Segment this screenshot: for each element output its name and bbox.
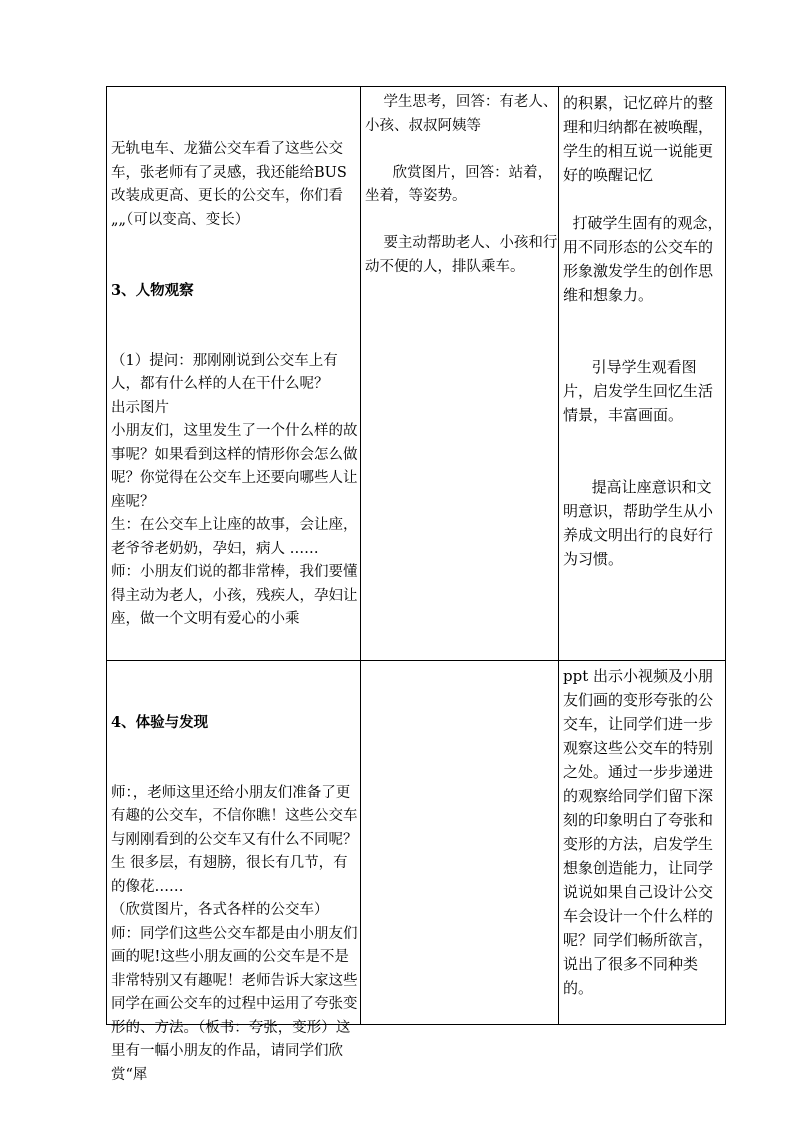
row2-body-text: 师：，老师这里还给小朋友们准备了更有趣的公交车，不信你瞧！这些公交车与刚刚看到的公交车又有什么不同呢？ 生 很多层，有翅膀，很长有几节，有的像花…… （欣赏图片，各式各样的公交车） 师：同学们这些公交车都是由小朋友们画的呢!这些小朋友画的公交车是不是非常特别又有趣呢！老师告诉大家这些同学在画公交车的过程中运用了夸张变形的、方法。（板书：夸张，变形）这里有一幅小朋友的作品，请同学们欣赏“犀 <box>111 784 358 1083</box>
row1-intent-cell: 的积累，记忆碎片的整理和归纳都在被唤醒，学生的相互说一说能更好的唤醒记忆 打破学生固有的观念，用不同形态的公交车的形象激发学生的创作思维和想象力。 引导学生观看图片，启发学生回忆生活情景，丰富画面。 提高让座意识和文明意识，帮助学生从小养成文明出行的良好行为习惯。 <box>563 94 723 568</box>
section-heading-experience: 4、体验与发现 <box>111 714 209 731</box>
column-divider <box>360 87 361 1024</box>
lesson-plan-table <box>106 86 726 1083</box>
section-heading-observation: 3、人物观察 <box>111 282 194 299</box>
row2-intent-cell: ppt 出示小视频及小朋友们画的变形夸张的公交车，让同学们进一步观察这些公交车的特别之处。通过一步步递进的观察给同学们留下深刻的印象明白了夸张和变形的方法，启发学生想象创造能力，让同学说说如果自己设计公交车会设计一个什么样的呢？同学们畅所欲言，说出了很多不同种类的。 <box>563 667 714 997</box>
row1-student-cell: 学生思考，回答：有老人、小孩、叔叔阿姨等 欣赏图片，回答：站着，坐着，等姿势。 要主动帮助老人、小孩和行动不便的人，排队乘车。 <box>365 94 558 275</box>
row1-body-text: （1）提问：那刚刚说到公交车上有人，都有什么样的人在干什么呢？ 出示图片 小朋友们，这里发生了一个什么样的故事呢？如果看到这样的情形你会怎么做呢？你觉得在公交车上还要向哪些人让座呢？ 生：在公交车上让座的故事，会让座，老爷爷老奶奶，孕妇，病人 …… 师：小朋友们说的都非常棒，我们要懂得主动为老人，小孩，残疾人，孕妇让座，做一个文明有爱心的小乘 <box>111 352 358 627</box>
row1-activity-cell <box>111 91 360 679</box>
row1-intro-text: 无轨电车、龙猫公交车看了这些公交车，张老师有了灵感，我还能给BUS 改装成更高、更长的公交车，你们看„„（可以变高、变长） <box>111 141 352 228</box>
row2-activity-cell <box>111 664 360 1134</box>
